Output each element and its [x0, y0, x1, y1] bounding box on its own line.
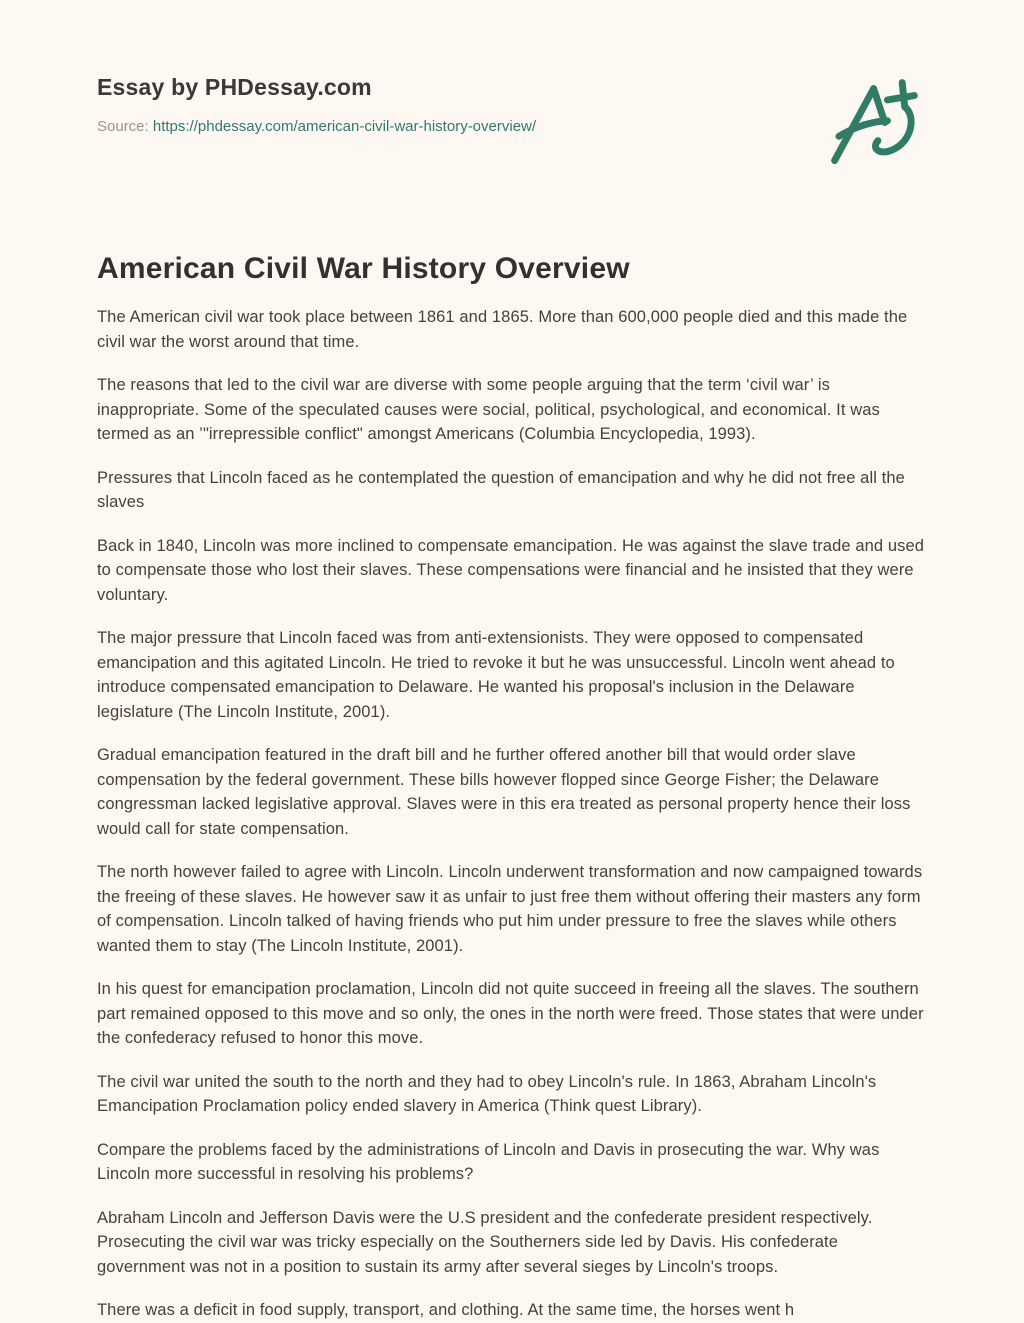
article-paragraph: There was a deficit in food supply, transport, and clothing. At the same time, the horses went h [97, 1301, 795, 1319]
article-paragraph: Abraham Lincoln and Jefferson Davis were the U.S president and the confederate president respectively. Prosecuting the civil war was tricky especially on the Southerners side led by Davis. His confederate government was not in a position to sustain its army after several sieges by Lincoln's troops. [97, 1208, 873, 1276]
header-text-block [97, 74, 536, 135]
article-paragraph: The civil war united the south to the north and they had to obey Lincoln's rule. In 1863, Abraham Lincoln's Emancipation Proclamation policy ended slavery in America (Think quest Library). [97, 1072, 877, 1115]
article-paragraph: The reasons that led to the civil war are diverse with some people arguing that the term ‘civil war’ is inappropriate. Some of the speculated causes were social, political, psychological, and economical. It was termed as an ’"irrepressible conflict" amongst Americans (Columbia Encyclopedia, 1993). [97, 376, 880, 443]
article-body [97, 305, 927, 1323]
article-paragraph: Back in 1840, Lincoln was more inclined to compensate emancipation. He was against the slave trade and used to compensate those who lost their slaves. These compensations were financial and he insisted that they were voluntary. [97, 536, 925, 604]
article-paragraph: Compare the problems faced by the administrations of Lincoln and Davis in prosecuting the war. Why was Lincoln more successful in resolving his problems? [97, 1140, 880, 1183]
article-paragraph: The north however failed to agree with Lincoln. Lincoln underwent transformation and now campaigned towards the freeing of these slaves. He however saw it as unfair to just free them without offering their masters any form of compensation. Lincoln talked of having friends who put him under pressure to free the slaves while others wanted them to stay (The Lincoln Institute, 2001). [97, 863, 923, 955]
page-header [97, 74, 927, 174]
article-paragraph: The American civil war took place between 1861 and 1865. More than 600,000 people died and this made the civil war the worst around that time. [97, 308, 908, 351]
article-paragraph: The major pressure that Lincoln faced was from anti-extensionists. They were opposed to compensated emancipation and this agitated Lincoln. He tried to revoke it but he was unsuccessful. Lincoln went ahead to introduce compensated emancipation to Delaware. He wanted his proposal's inclusion in the Delaware legislature (The Lincoln Institute, 2001). [97, 629, 895, 721]
article-paragraph: Pressures that Lincoln faced as he contemplated the question of emancipation and why he did not free all the slaves [97, 468, 905, 511]
article-paragraph: In his quest for emancipation proclamation, Lincoln did not quite succeed in freeing all the slaves. The southern part remained opposed to this move and so only, the ones in the north were freed. Those states that were under the confederacy refused to honor this move. [97, 980, 924, 1047]
a-plus-logo-icon [819, 70, 923, 174]
source-label: Source: [97, 118, 149, 135]
source-line [97, 118, 536, 135]
article-paragraph: Gradual emancipation featured in the draft bill and he further offered another bill that would order slave compensation by the federal government. These bills however flopped since George Fisher; the Delaware congressman lacked legislative approval. Slaves were in this era treated as personal property hence their loss would call for state compensation. [97, 746, 911, 838]
source-link[interactable]: https://phdessay.com/american-civil-war-history-overview/ [152, 118, 537, 135]
page-title: American Civil War History Overview [97, 252, 630, 285]
byline: Essay by PHDessay.com [97, 74, 372, 100]
